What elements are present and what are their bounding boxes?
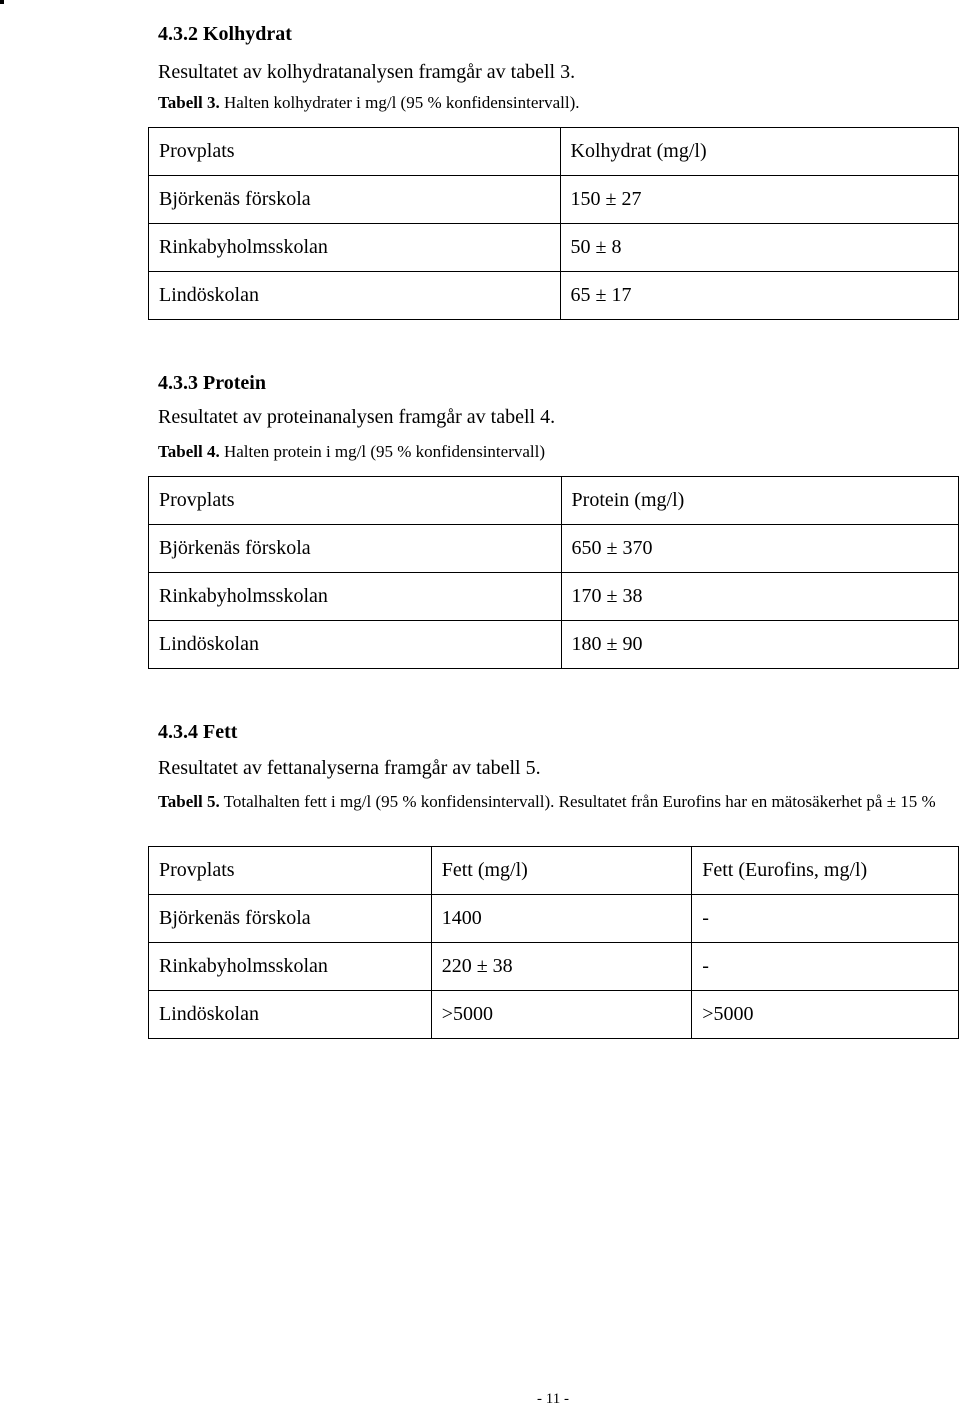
header-cell: Provplats <box>149 477 562 525</box>
header-cell: Fett (Eurofins, mg/l) <box>692 847 959 895</box>
header-cell: Kolhydrat (mg/l) <box>560 128 958 176</box>
table-row <box>149 991 959 1039</box>
table-row <box>149 272 959 320</box>
caption-text: Totalhalten fett i mg/l (95 % konfidensintervall). Resultatet från Eurofins har en mätosäkerhet på ± 15 % <box>219 792 936 811</box>
table-cell: 650 ± 370 <box>561 525 958 573</box>
table-fett <box>148 846 959 1039</box>
section-paragraph-kolhydrat: Resultatet av kolhydratanalysen framgår av tabell 3. <box>158 61 576 83</box>
table-row <box>149 943 959 991</box>
section-heading-protein: 4.3.3 Protein <box>158 372 266 394</box>
section-heading-fett: 4.3.4 Fett <box>158 721 238 743</box>
table-cell: Lindöskolan <box>149 991 432 1039</box>
table-caption-3 <box>158 92 948 114</box>
table-cell: >5000 <box>692 991 959 1039</box>
page-number: - 11 - <box>537 1391 569 1407</box>
table-cell: 220 ± 38 <box>431 943 692 991</box>
caption-text: Halten kolhydrater i mg/l (95 % konfidensintervall). <box>219 93 580 112</box>
table-row <box>149 176 959 224</box>
table-cell: 50 ± 8 <box>560 224 958 272</box>
table-cell: 170 ± 38 <box>561 573 958 621</box>
table-cell: Lindöskolan <box>149 621 562 669</box>
table-cell: Rinkabyholmsskolan <box>149 573 562 621</box>
table-row <box>149 895 959 943</box>
table-cell: - <box>692 943 959 991</box>
section-heading-kolhydrat: 4.3.2 Kolhydrat <box>158 23 292 45</box>
caption-label: Tabell 3. <box>158 93 220 112</box>
caption-text: Halten protein i mg/l (95 % konfidensintervall) <box>219 442 546 461</box>
table-row <box>149 525 959 573</box>
table-cell: 180 ± 90 <box>561 621 958 669</box>
table-cell: 1400 <box>431 895 692 943</box>
table-cell: Björkenäs förskola <box>149 895 432 943</box>
table-cell: 65 ± 17 <box>560 272 958 320</box>
table-caption-5 <box>158 791 943 813</box>
table-cell: Björkenäs förskola <box>149 176 561 224</box>
table-protein <box>148 476 959 669</box>
corner-mark <box>0 0 4 4</box>
header-cell: Protein (mg/l) <box>561 477 958 525</box>
table-cell: 150 ± 27 <box>560 176 958 224</box>
table-row <box>149 573 959 621</box>
table-cell: Rinkabyholmsskolan <box>149 943 432 991</box>
section-paragraph-fett: Resultatet av fettanalyserna framgår av tabell 5. <box>158 757 541 779</box>
header-cell: Provplats <box>149 847 432 895</box>
table-caption-4 <box>158 441 948 463</box>
table-row <box>149 224 959 272</box>
table-cell: - <box>692 895 959 943</box>
section-paragraph-protein: Resultatet av proteinanalysen framgår av tabell 4. <box>158 406 556 428</box>
caption-label: Tabell 5. <box>158 792 220 811</box>
header-cell: Fett (mg/l) <box>431 847 692 895</box>
table-header-row <box>149 847 959 895</box>
table-cell: Björkenäs förskola <box>149 525 562 573</box>
header-cell: Provplats <box>149 128 561 176</box>
table-row <box>149 621 959 669</box>
table-cell: Rinkabyholmsskolan <box>149 224 561 272</box>
table-header-row <box>149 477 959 525</box>
table-kolhydrat <box>148 127 959 320</box>
table-header-row <box>149 128 959 176</box>
caption-label: Tabell 4. <box>158 442 220 461</box>
table-cell: >5000 <box>431 991 692 1039</box>
table-cell: Lindöskolan <box>149 272 561 320</box>
